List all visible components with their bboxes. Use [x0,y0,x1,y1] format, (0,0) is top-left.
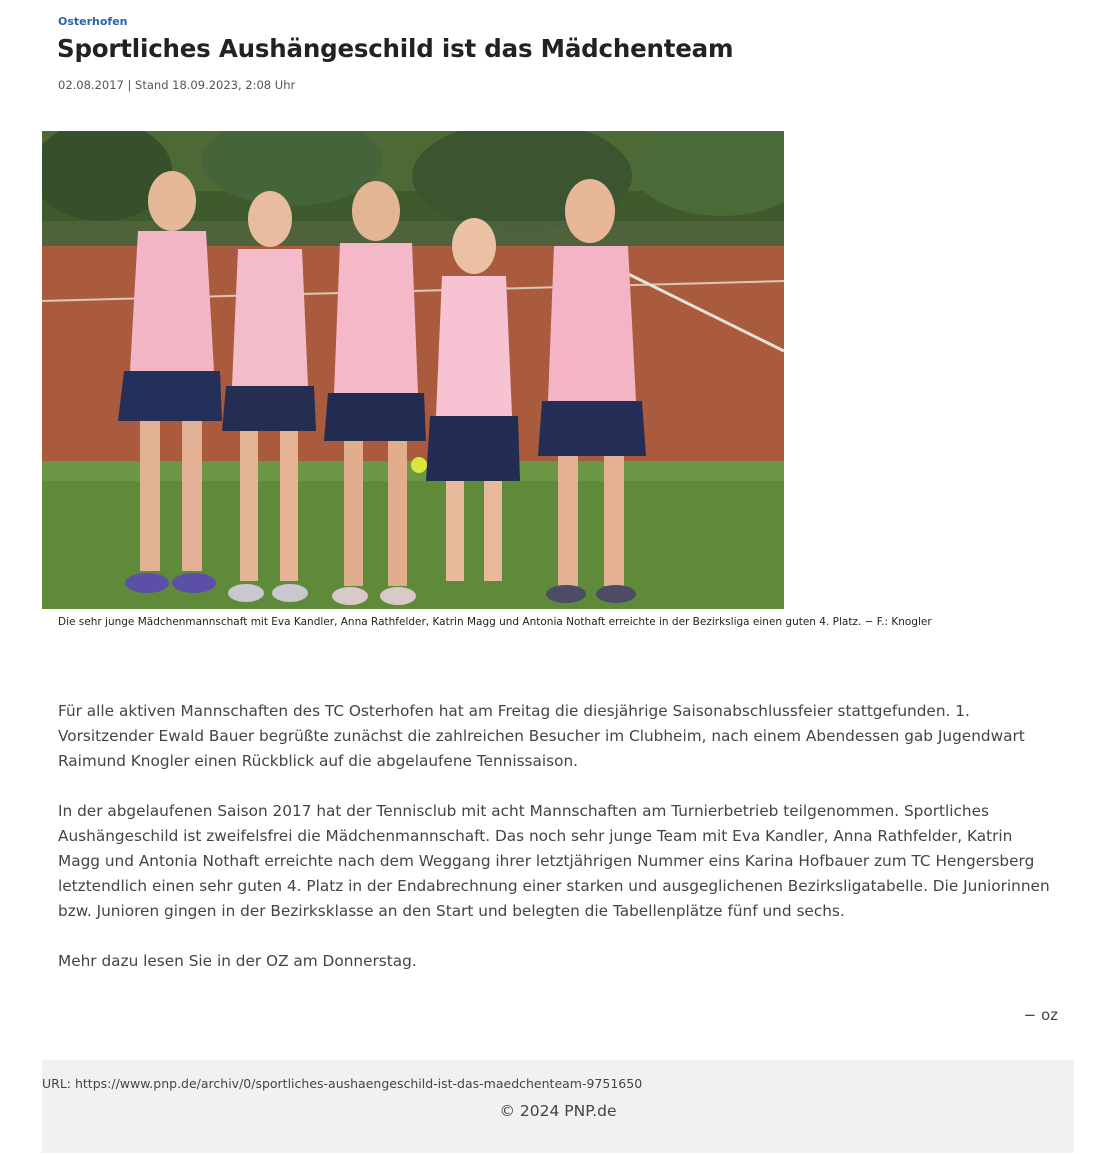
article-dateline [58,78,295,92]
page-footer [42,1060,1074,1153]
article-paragraph: Mehr dazu lesen Sie in der OZ am Donnerstag. [58,952,417,970]
updated-date: Stand 18.09.2023, 2:08 Uhr [135,78,296,92]
article-author: − oz [1023,1006,1058,1024]
article-kicker[interactable]: Osterhofen [58,15,128,28]
article-photo [42,131,784,609]
published-date: 02.08.2017 [58,78,124,92]
article-body [58,699,1058,999]
article-paragraph: In der abgelaufenen Saison 2017 hat der Tennisclub mit acht Mannschaften am Turnierbetrieb teilgenommen. Sportliches Aushängeschild ist zweifelsfrei die Mädchenmannschaft. Das noch sehr junge Team mit Eva Kandler, Anna Rathfelder, Katrin Magg und Antonia Nothaft erreichte nach dem Weggang ihrer letztjährigen Nummer eins Karina Hofbauer zum TC Hengersberg letztendlich einen sehr guten 4. Platz in der Endabrechnung einer starken und ausgeglichenen Bezirksligatabelle. Die Juniorinnen bzw. Junioren gingen in der Bezirksklasse an den Start und belegten die Tabellenplätze fünf und sechs. [58,802,1050,920]
article-paragraph: Für alle aktiven Mannschaften des TC Osterhofen hat am Freitag die diesjährige Saisonabschlussfeier stattgefunden. 1. Vorsitzender Ewald Bauer begrüßte zunächst die zahlreichen Besucher im Clubheim, nach einem Abendessen gab Jugendwart Raimund Knogler einen Rückblick auf die abgelaufene Tennissaison. [58,702,1025,770]
team-photo-illustration [42,131,784,609]
article-headline: Sportliches Aushängeschild ist das Mädchenteam [57,34,734,63]
photo-caption: Die sehr junge Mädchenmannschaft mit Eva Kandler, Anna Rathfelder, Katrin Magg und Antonia Nothaft erreichte in der Bezirksliga einen guten 4. Platz. − F.: Knogler [58,616,932,628]
footer-copyright: © 2024 PNP.de [499,1102,617,1120]
footer-url[interactable]: URL: https://www.pnp.de/archiv/0/sportliches-aushaengeschild-ist-das-maedchenteam-9751650 [42,1076,643,1091]
tennis-ball [411,457,427,473]
dateline-separator: | [127,78,132,92]
